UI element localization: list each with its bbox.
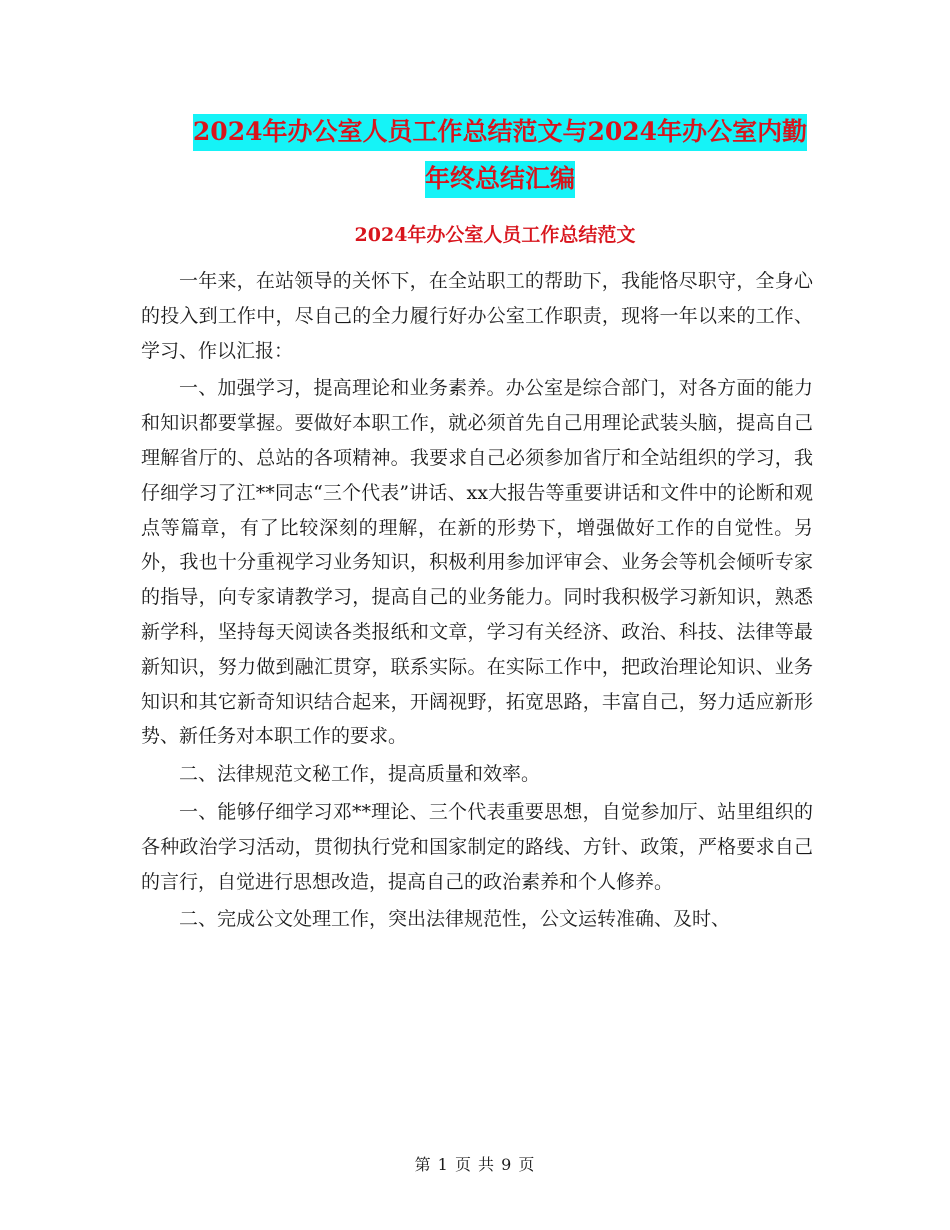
document-title-line2: 年终总结汇编 (425, 161, 575, 198)
document-title (140, 108, 860, 202)
paragraph-heading-legal: 二、法律规范文秘工作，提高质量和效率。 (179, 763, 541, 786)
page-number-footer: 第 1 页 共 9 页 (414, 1155, 536, 1174)
section-title: 2024年办公室人员工作总结范文 (354, 224, 636, 246)
paragraph-theory: 一、能够仔细学习邓**理论、三个代表重要思想，自觉参加厅、站里组织的各种政治学习活动，贯彻执行党和国家制定的路线、方针、政策，严格要求自己的言行，自觉进行思想改造，提高自己的政治素养和个人修养。 (141, 800, 813, 893)
paragraph-intro: 一年来，在站领导的关怀下，在全站职工的帮助下，我能恪尽职守，全身心的投入到工作中，尽自己的全力履行好办公室工作职责，现将一年以来的工作、学习、作以汇报： (141, 270, 813, 362)
paragraph-documents: 二、完成公文处理工作，突出法律规范性，公文运转准确、及时、 (179, 908, 731, 931)
paragraph-study: 一、加强学习，提高理论和业务素养。办公室是综合部门，对各方面的能力和知识都要掌握。要做好本职工作，就必须首先自己用理论武装头脑，提高自己理解省厅的、总站的各项精神。我要求自己必须参加省厅和全站组织的学习，我仔细学习了江**同志“三个代表”讲话、xx大报告等重要讲话和文件中的论断和观点等篇章，有了比较深刻的理解，在新的形势下，增强做好工作的自觉性。另外，我也十分重视学习业务知识，积极利用参加评审会、业务会等机会倾听专家的指导，向专家请教学习，提高自己的业务能力。同时我积极学习新知识，熟悉新学科，坚持每天阅读各类报纸和文章，学习有关经济、政治、科技、法律等最新知识，努力做到融汇贯穿，联系实际。在实际工作中，把政治理论知识、业务知识和其它新奇知识结合起来，开阔视野，拓宽思路，丰富自己，努力适应新形势、新任务对本职工作的要求。 (141, 377, 813, 748)
document-body (141, 264, 813, 937)
document-title-line1: 2024年办公室人员工作总结范文与2024年办公室内勤 (193, 114, 807, 151)
